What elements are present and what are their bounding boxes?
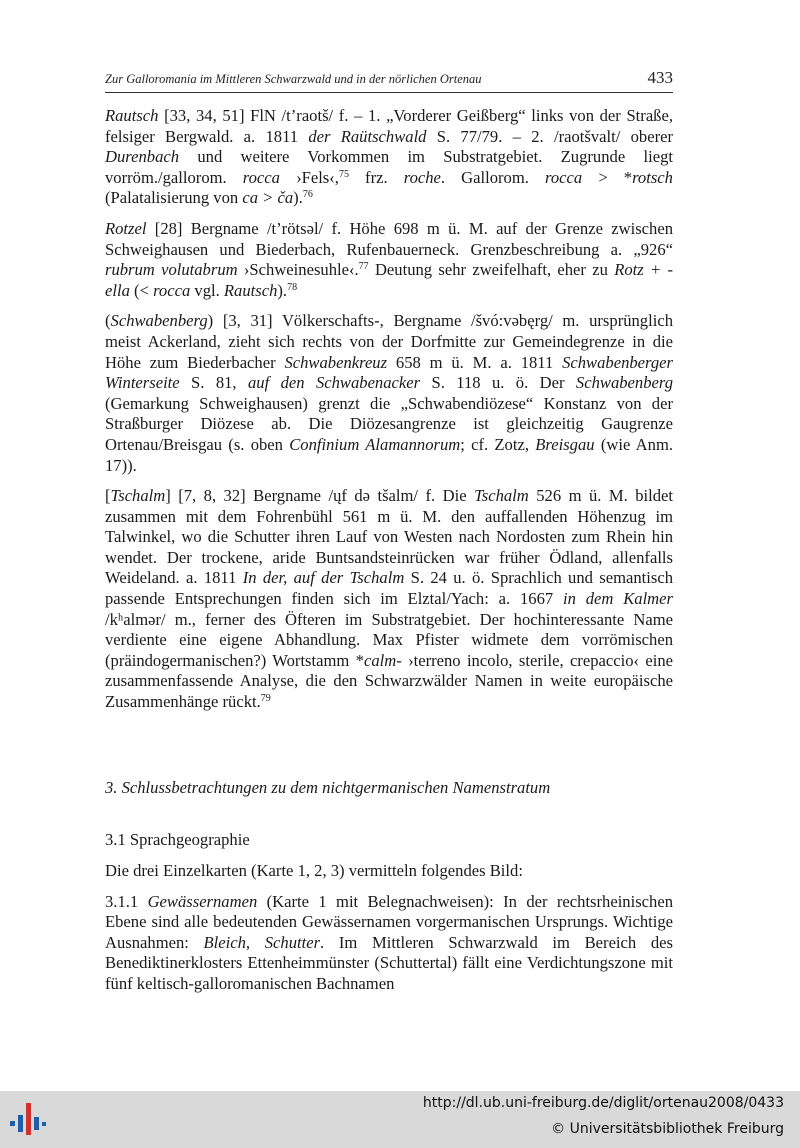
lemma: Schwabenberg	[110, 311, 208, 331]
entry-schwabenberg: (Schwabenberg) [3, 31] Völkerschafts-, Bergname /švó:vəbęrg/ m. ursprünglich meist Ackerland, zieht sich rechts von der Dorfmitte zur Gemeindegrenze in die Höhe zum Biederbacher Schwabenkreuz 658 m ü. M. a. 1811 Schwabenberger Winterseite S. 81, auf den Schwabenacker S. 118 u. ö. Der Schwabenberg (Gemarkung Schweighausen) grenzt die „Schwabendiözese“ Konstanz von der Straßburger Diözese ab. Die Diözesangrenze ist gleichzeitig Gaugrenze Ortenau/Breisgau (s. oben Confinium Alamannorum; cf. Zotz, Breisgau (wie Anm. 17)).	[105, 311, 674, 475]
entry-rautsch: Rautsch [33, 34, 51] FlN /t’raotš/ f. – 1. „Vorderer Geißberg“ links von der Straße, felsiger Bergwald. a. 1811 der Raütschwald S. 77/79. – 2. /raotšvalt/ oberer Durenbach und weitere Vorkommen im Substratgebiet. Zugrunde liegt vorröm./gallorom. rocca ›Fels‹,$^{75}$ frz. roche. Gallorom. rocca > *rotsch (Palatalisierung von ca > ča).$^{76}$	[105, 106, 673, 208]
source-url-link[interactable]: http://dl.ub.uni-freiburg.de/diglit/ortenau2008/0433	[422, 1095, 784, 1111]
ub-freiburg-logo-icon	[8, 1099, 48, 1141]
copyright-notice: © Universitätsbibliothek Freiburg	[551, 1121, 784, 1137]
main-text	[105, 106, 673, 723]
intro-paragraph: Die drei Einzelkarten (Karte 1, 2, 3) vermitteln folgendes Bild:	[105, 861, 523, 880]
footer-bar	[0, 1091, 800, 1148]
running-title: Zur Galloromania im Mittleren Schwarzwald und in der nörlichen Ortenau	[105, 72, 482, 86]
section-heading: 3. Schlussbetrachtungen zu dem nichtgermanischen Namenstratum	[105, 778, 551, 797]
lemma: Rautsch	[105, 106, 159, 125]
lemma: Tschalm	[110, 486, 166, 506]
final-paragraph: 3.1.1 Gewässernamen (Karte 1 mit Belegnachweisen): In der rechtsrheinischen Ebene sind alle bedeutenden Gewässernamen vorgermanischen Ursprungs. Wichtige Ausnahmen: Bleich, Schutter. Im Mittleren Schwarzwald im Bereich des Benediktinerklosters Ettenheimmünster (Schuttertal) fällt eine Verdichtungszone mit fünf keltisch-galloromanischen Bachnamen	[105, 891, 673, 993]
section-text	[105, 861, 673, 1005]
entry-tschalm: [Tschalm] [7, 8, 32] Bergname /ųf də tšalm/ f. Die Tschalm 526 m ü. M. bildet zusammen mit dem Fohrenbühl 561 m ü. M. den auffallenden Höhenzug im Talwinkel, wo die Schutter ihren Lauf von Westen nach Nordosten zum Rhein hin wendet. Der trockene, aride Buntsandsteinrücken war früher Ödland, allenfalls Weideland. a. 1811 In der, auf der Tschalm S. 24 u. ö. Sprachlich und semantisch passende Entsprechungen finden sich im Elztal/Yach: a. 1667 in dem Kalmer /kʰalmər/ m., ferner des Öfteren im Substratgebiet. Der hochinteressante Name verdiente eine eigene Abhandlung. Max Pfister widmete dem vorrömischen (präindogermanischen?) Wortstamm *calm- ›terreno incolo, sterile, crepaccio‹ eine zusammenfassende Analyse, die den Schwarzwälder Namen in weite europäische Zusammenhänge rückt.$^{79}$	[105, 486, 673, 712]
footnote-ref[interactable]: 75	[338, 168, 349, 180]
lemma: Rotzel	[105, 218, 147, 238]
footnote-ref[interactable]: 78	[287, 281, 298, 293]
subsection-heading: 3.1 Sprachgeographie	[105, 830, 250, 849]
footnote-ref[interactable]: 77	[358, 261, 369, 273]
footnote-ref[interactable]: 79	[260, 693, 271, 705]
running-header	[105, 70, 673, 93]
entry-rotzel: Rotzel [28] Bergname /t’rötsəl/ f. Höhe 698 m ü. M. auf der Grenze zwischen Schweighausen und Biederbach, Rufenbauerneck. Grenzbeschreibung a. „926“ rubrum volutabrum ›Schweinesuhle‹.$^{77}$ Deutung sehr zweifelhaft, eher zu Rotz + -ella (< rocca vgl. Rautsch).$^{78}$	[105, 218, 674, 300]
page-number: 433	[647, 68, 673, 87]
footnote-ref[interactable]: 76	[302, 189, 313, 201]
